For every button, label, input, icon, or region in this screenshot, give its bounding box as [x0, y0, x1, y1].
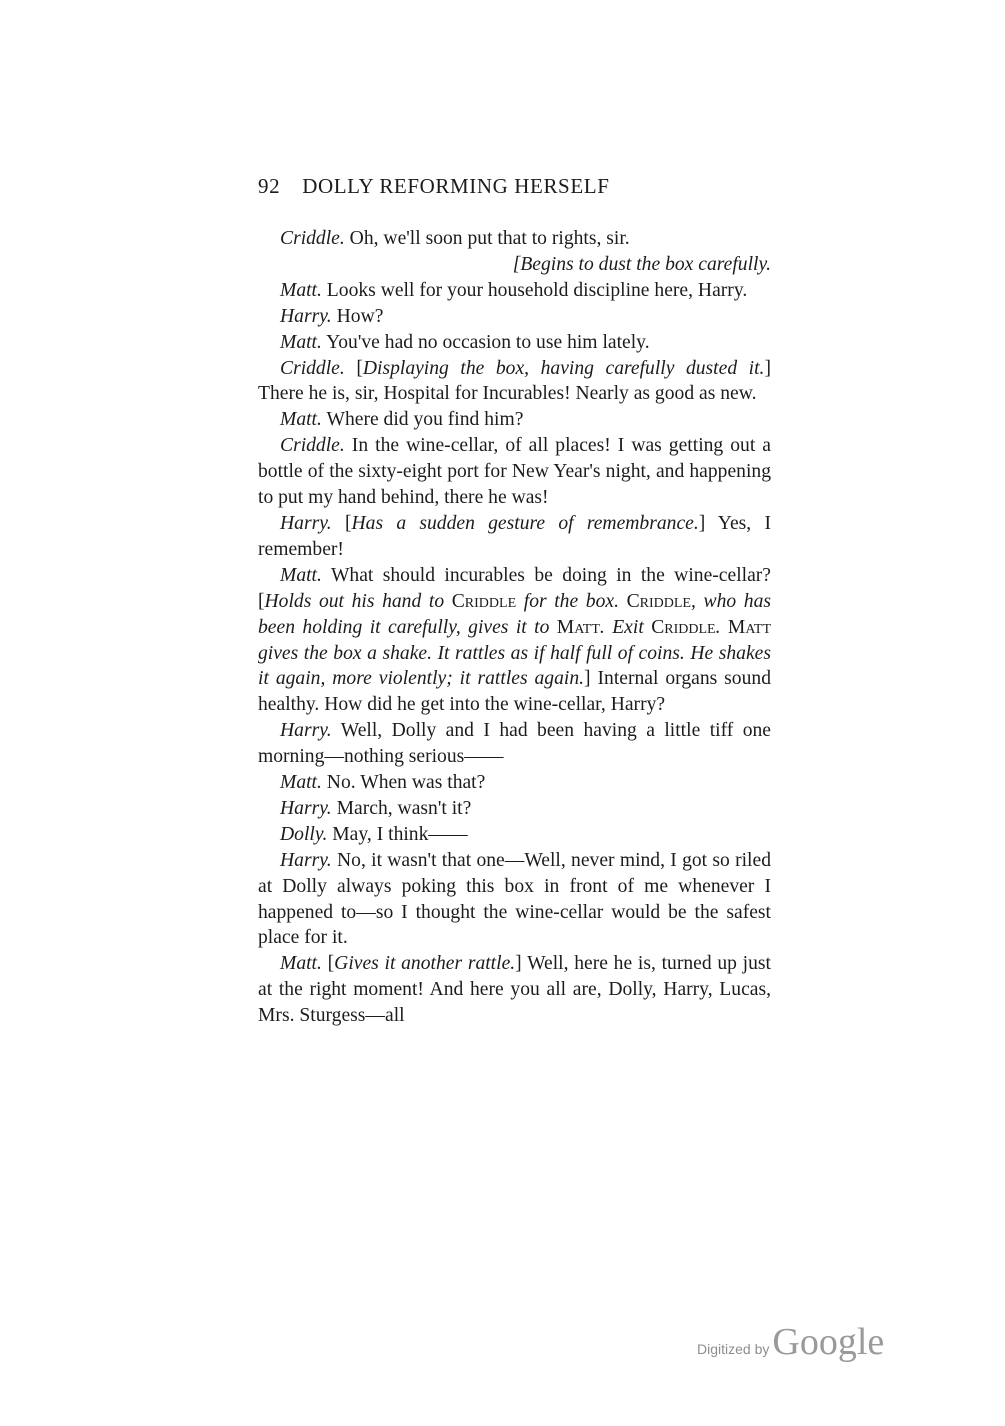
google-logo: Google [772, 1321, 885, 1363]
speech-text: Oh, we'll soon put that to rights, sir. [344, 228, 630, 249]
speech-text: ] Well, here he is, turned up just at the right moment! And here you all are, Dolly, Harry, Lucas, Mrs. Sturgess—all [258, 953, 771, 1027]
speech-text: What should incurables be doing in the wine-cellar? [ [258, 564, 771, 612]
speech-paragraph [258, 770, 771, 796]
speech-text: How? [331, 305, 384, 327]
speaker-name: Harry. [280, 512, 332, 534]
speech-text: Where did you find him? [321, 409, 524, 431]
speaker-name: Matt. [280, 409, 322, 431]
stage-direction-text: . Exit [599, 616, 652, 638]
speech-text: No. When was that? [321, 772, 486, 794]
speech-paragraph [258, 226, 771, 252]
stage-direction-text: for the box. [516, 590, 627, 612]
page-body [258, 226, 771, 1029]
speaker-name: Matt. [280, 772, 322, 794]
page-number: 92 [258, 174, 281, 198]
digitized-by-watermark [697, 1320, 884, 1364]
speech-paragraph [258, 718, 771, 770]
bracket: [ [321, 953, 335, 975]
speaker-name: Harry. [280, 849, 332, 871]
speaker-name: Criddle. [280, 357, 345, 379]
speech-text: ] Yes, I remember! [258, 512, 771, 560]
speech-text: You've had no occasion to use him lately. [321, 331, 650, 353]
watermark-prefix: Digitized by [697, 1341, 770, 1357]
speaker-name: Dolly. [280, 823, 328, 845]
speech-text: Well, Dolly and I had been having a little tiff one morning—nothing serious—— [258, 720, 771, 768]
stage-direction-text: Gives it another rattle. [334, 953, 516, 975]
stage-direction-text: . [715, 616, 728, 638]
stage-direction-text: gives the box a shake. It rattles as if half full of coins. He shakes it again, more violently; it rattles again. [258, 642, 771, 690]
speech-text: In the wine-cellar, of all places! I was getting out a bottle of the sixty-eight port for New Year's night, and happening to put my hand behind, there he was! [258, 435, 771, 509]
speech-paragraph [258, 511, 771, 563]
speech-paragraph [258, 951, 771, 1029]
speaker-name: Criddle. [280, 228, 345, 249]
running-title: DOLLY REFORMING HERSELF [302, 174, 610, 198]
speech-paragraph [258, 304, 771, 330]
speech-paragraph [258, 356, 771, 408]
speaker-name: Matt. [280, 331, 322, 353]
bracket: [ [344, 357, 363, 379]
speech-paragraph [258, 407, 771, 433]
stage-direction-text: Has a sudden gesture of remembrance. [351, 512, 699, 534]
speaker-name: Matt. [280, 564, 322, 586]
speech-text: ] There he is, sir, Hospital for Incurables! Nearly as good as new. [258, 357, 771, 405]
speech-paragraph [258, 563, 771, 718]
speaker-name: Matt. [280, 953, 322, 975]
speech-text: Looks well for your household discipline here, Harry. [321, 279, 748, 301]
speech-text: ] Internal organs sound healthy. How did he get into the wine-cellar, Harry? [258, 668, 771, 716]
speech-text: May, I think—— [327, 823, 468, 845]
speech-paragraph [258, 278, 771, 304]
speaker-name: Criddle. [280, 435, 345, 457]
speaker-name: Harry. [280, 720, 332, 742]
speech-paragraph [258, 848, 771, 952]
character-name: Criddle [626, 590, 691, 612]
character-name: Criddle [451, 590, 517, 612]
speech-paragraph [258, 330, 771, 356]
speech-text: No, it wasn't that one—Well, never mind, I got so riled at Dolly always poking this box in front of me whenever I happened to—so I thought the wine-cellar would be the safest place for it. [258, 849, 771, 949]
character-name: Criddle [651, 616, 716, 638]
speech-paragraph [258, 433, 771, 511]
stage-direction-text: [Begins to dust the box carefully. [512, 253, 771, 275]
speech-paragraph [258, 822, 771, 848]
speech-text: March, wasn't it? [331, 797, 472, 819]
speaker-name: Harry. [280, 797, 332, 819]
stage-direction-text: , who has been holding it carefully, gives it to [258, 590, 772, 638]
character-name: Matt [556, 616, 600, 638]
speech-paragraph [258, 796, 771, 822]
speaker-name: Harry. [280, 305, 332, 327]
bracket: [ [331, 512, 352, 534]
stage-direction-text: Holds out his hand to [264, 590, 452, 612]
running-header [258, 174, 609, 199]
stage-direction [258, 252, 771, 278]
speaker-name: Matt. [280, 279, 322, 301]
stage-direction-text: Displaying the box, having carefully dusted it. [362, 357, 765, 379]
character-name: Matt [727, 616, 772, 638]
